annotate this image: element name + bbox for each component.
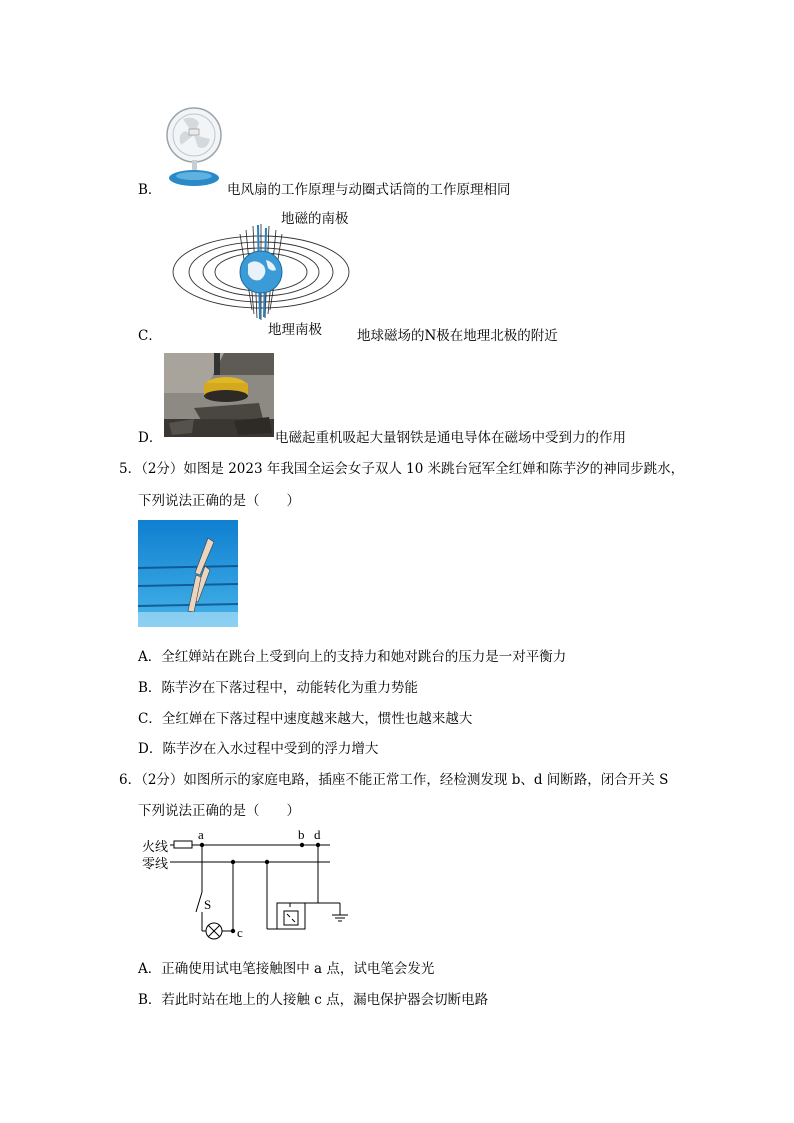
q6-option-b: B．若此时站在地上的人接触 c 点，漏电保护器会切断电路	[138, 992, 489, 1008]
electric-fan-image	[163, 105, 225, 187]
q5-stem-line1: 5．（2分）如图是 2023 年我国全运会女子双人 10 米跳台冠军全红婵和陈芋汐的神同步跳水，	[119, 461, 685, 477]
earth-top-label: 地磁的南极	[281, 211, 349, 227]
q5-option-c: C．全红婵在下落过程中速度越来越大，惯性也越来越大	[138, 711, 473, 727]
live-wire-label: 火线	[142, 839, 169, 854]
q5-option-d: D．陈芋汐在入水过程中受到的浮力增大	[138, 741, 379, 757]
option-c-text: 地球磁场的N极在地理北极的附近	[357, 328, 558, 344]
option-d-text: 电磁起重机吸起大量钢铁是通电导体在磁场中受到力的作用	[275, 430, 626, 446]
q6-stem-line1: 6．（2分）如图所示的家庭电路，插座不能正常工作，经检测发现 b、d 间断路，闭合开关 S	[119, 772, 669, 788]
option-d-label: D．	[138, 430, 163, 446]
electromagnetic-crane-photo	[164, 353, 274, 437]
earth-bottom-label: 地理南极	[268, 322, 322, 338]
neutral-wire-label: 零线	[142, 856, 169, 871]
point-c-label: c	[237, 925, 243, 940]
option-c-label: C．	[138, 328, 162, 344]
diving-photo	[138, 520, 238, 627]
option-b-label: B．	[138, 182, 162, 198]
q6-stem-line2: 下列说法正确的是（ ）	[138, 803, 300, 819]
switch-s-label: S	[204, 897, 212, 912]
option-b-text: 电风扇的工作原理与动圈式话筒的工作原理相同	[227, 182, 511, 198]
q6-option-a: A．正确使用试电笔接触图中 a 点，试电笔会发光	[138, 961, 435, 977]
household-circuit-diagram	[140, 827, 355, 947]
earth-magnetic-field-diagram	[168, 222, 354, 322]
point-a-label: a	[198, 827, 204, 842]
q5-option-a: A．全红婵站在跳台上受到向上的支持力和她对跳台的压力是一对平衡力	[138, 649, 567, 665]
q5-option-b: B．陈芋汐在下落过程中，动能转化为重力势能	[138, 680, 418, 696]
q5-stem-line2: 下列说法正确的是（ ）	[138, 493, 300, 509]
point-d-label: d	[314, 827, 321, 842]
point-b-label: b	[298, 827, 305, 842]
